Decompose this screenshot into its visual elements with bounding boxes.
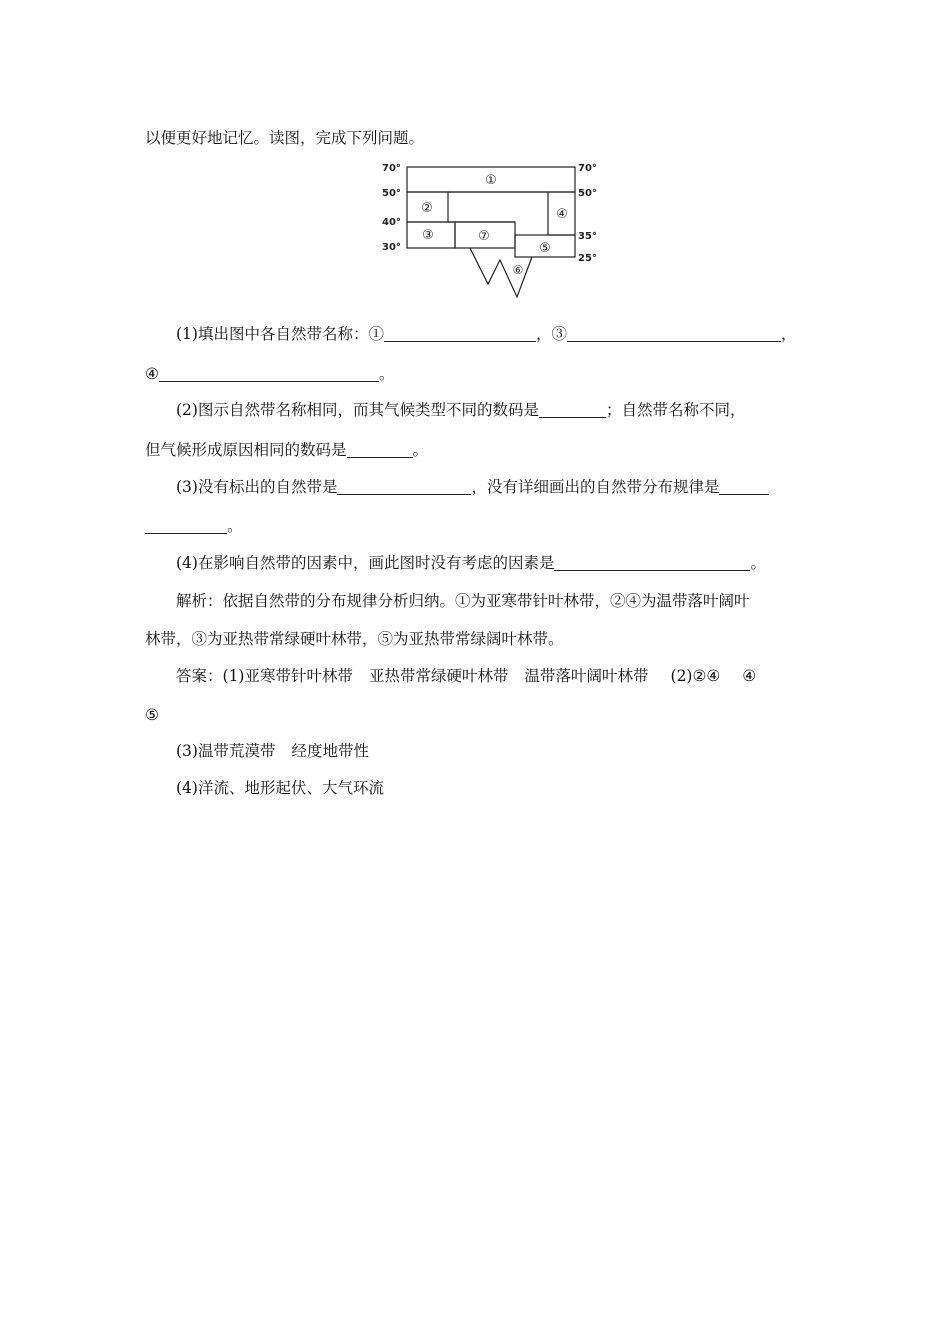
question-2-line-1 [176, 400, 745, 420]
q1-blank-1[interactable] [384, 326, 536, 342]
lat-right-35: 35° [578, 231, 597, 242]
lat-left-40: 40° [382, 217, 401, 228]
answer-1-part-3: 亚热带常绿硬叶林带 [368, 667, 509, 685]
q1-comma: ， [780, 325, 797, 343]
question-1-line-2 [145, 364, 394, 384]
q2-continue: ；自然带名称不同， [605, 401, 746, 419]
q1-sep-3: ，③ [535, 325, 567, 343]
q2-end: 。 [412, 441, 429, 459]
zone-1-label: ① [485, 173, 497, 188]
lat-right-70: 70° [578, 163, 597, 174]
answer-3-part-2: 经度地带性 [291, 742, 369, 760]
lat-left-30: 30° [382, 242, 401, 253]
zone-diagram-svg [380, 157, 605, 302]
q3-end: 。 [227, 517, 243, 535]
answer-2-part-1: (2)②④ [670, 667, 721, 685]
answer-line-4: (4)洋流、地形起伏、大气环流 [176, 779, 384, 797]
zone-5-label: ⑤ [539, 241, 551, 256]
q1-end: 。 [378, 365, 395, 383]
q2-blank-1[interactable] [539, 402, 606, 418]
q1-blank-3[interactable] [567, 326, 781, 342]
zone-2-label: ② [421, 201, 433, 216]
answer-1-part-4: 温带落叶阔叶林带 [524, 667, 649, 685]
question-4-line [176, 553, 766, 573]
analysis-line-2: 林带，③为亚热带常绿硬叶林带，⑤为亚热带常绿阔叶林带。 [145, 630, 564, 648]
q1-blank-4[interactable] [159, 366, 379, 382]
zone-4-label: ④ [556, 207, 568, 222]
answer-3-part-1: (3)温带荒漠带 [176, 742, 276, 760]
q1-prompt: (1)填出图中各自然带名称：① [176, 325, 384, 343]
answer-label: 答案： [176, 667, 223, 685]
question-3-line-2 [145, 516, 243, 536]
q1-mark-4: ④ [145, 365, 159, 383]
lat-left-70: 70° [382, 163, 401, 174]
q3-blank-2a[interactable] [719, 479, 769, 495]
q2-second-prompt: 但气候形成原因相同的数码是 [145, 441, 347, 459]
q3-blank-2b[interactable] [145, 518, 227, 534]
answer-line-2: ⑤ [145, 706, 159, 724]
q3-prompt: (3)没有标出的自然带是 [176, 478, 338, 496]
q2-prompt: (2)图示自然带名称相同，而其气候类型不同的数码是 [176, 401, 539, 419]
q4-blank[interactable] [554, 555, 750, 571]
q3-blank-1[interactable] [337, 479, 471, 495]
intro-text: 以便更好地记忆。读图，完成下列问题。 [145, 129, 425, 147]
zone-7-label: ⑦ [478, 229, 490, 244]
analysis-line-1: 解析：依据自然带的分布规律分析归纳。①为亚寒带针叶林带，②④为温带落叶阔叶 [176, 592, 750, 610]
natural-zone-diagram [380, 157, 605, 302]
question-3-line-1 [176, 477, 769, 497]
lat-left-50: 50° [382, 188, 401, 199]
q3-continue: ，没有详细画出的自然带分布规律是 [471, 478, 720, 496]
zone-6-label: ⑥ [512, 263, 524, 277]
question-2-line-2 [145, 440, 428, 460]
answer-2-part-2a: ④ [742, 667, 757, 685]
lat-right-50: 50° [578, 188, 597, 199]
lat-right-25: 25° [578, 253, 597, 264]
q4-end: 。 [750, 554, 766, 572]
zone-3-label: ③ [422, 228, 434, 243]
question-1-line-1 [176, 324, 797, 344]
q2-blank-2[interactable] [347, 442, 413, 458]
answer-line-1 [176, 666, 756, 686]
answer-line-3 [176, 741, 369, 761]
q4-prompt: (4)在影响自然带的因素中，画此图时没有考虑的因素是 [176, 554, 555, 572]
answer-1-part-1: (1)亚寒带针叶林带 [222, 667, 353, 685]
